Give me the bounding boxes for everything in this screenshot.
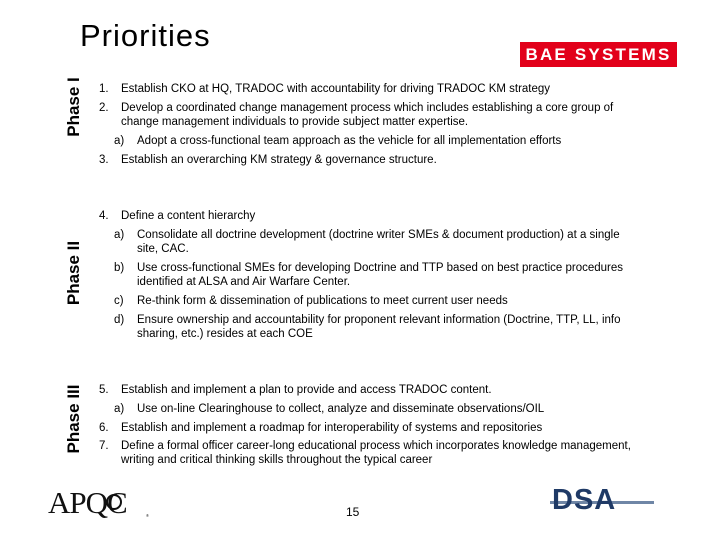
item-letter: a) [114,229,125,241]
item-text-line: Develop a coordinated change management process which includes establishing a core group of [121,102,614,114]
item-number: 5. [99,384,109,396]
item-text-line: writing and critical thinking skills throughout the typical career [121,454,433,466]
item-text-line: Define a formal officer career-long educational process which incorporates knowledge management, [121,440,631,452]
apqc-logo [48,484,158,525]
phase-1-label: Phase I [64,77,83,137]
item-text: Adopt a cross-functional team approach as the vehicle for all implementation efforts [137,135,562,147]
apqc-logo-graphic [48,484,158,520]
item-text: Re-think form & dissemination of publications to meet current user needs [137,295,508,307]
item-text [137,228,620,256]
item-letter: c) [114,295,124,307]
item-text: Establish and implement a plan to provide and access TRADOC content. [121,384,492,396]
dsa-logo [550,485,654,518]
item-text-line: sharing, etc.) resides at each COE [137,328,313,340]
item-letter: a) [114,135,125,147]
phase-2-label: Phase II [64,240,83,306]
item-text-line: Use cross-functional SMEs for developing Doctrine and TTP based on best practice procedures [137,262,624,274]
item-text-line: site, CAC. [137,243,189,255]
dsa-logo-graphic [550,485,654,513]
item-text: Establish and implement a roadmap for interoperability of systems and repositories [121,422,543,434]
item-number: 1. [99,83,109,95]
dsa-logo-text: DSA [552,485,617,513]
bae-systems-logo: BAE SYSTEMS [520,42,677,67]
item-text-line: identified at ALSA and Air Warfare Center. [137,276,351,288]
item-text [137,261,623,289]
item-number: 4. [99,210,109,222]
item-text [121,439,631,467]
item-text [121,101,613,129]
item-text: Establish CKO at HQ, TRADOC with accountability for driving TRADOC KM strategy [121,83,551,95]
svg-text:®: ® [146,513,149,518]
item-text: Establish an overarching KM strategy & governance structure. [121,154,437,166]
item-number: 3. [99,154,109,166]
item-number: 7. [99,440,109,452]
item-text: Define a content hierarchy [121,210,256,222]
item-number: 6. [99,422,109,434]
item-text-line: change management individuals to provide subject matter expertise. [121,116,469,128]
item-text-line: Ensure ownership and accountability for proponent relevant information (Doctrine, TTP, LL, info [137,314,621,326]
item-text [137,313,620,341]
item-text: Use on-line Clearinghouse to collect, analyze and disseminate observations/OIL [137,403,545,415]
item-letter: d) [114,314,125,326]
item-letter: a) [114,403,125,415]
apqc-logo-text: APQC [48,485,127,520]
item-text-line: Consolidate all doctrine development (doctrine writer SMEs & document production) at a single [137,229,620,241]
item-number: 2. [99,102,109,114]
page-title: Priorities [80,18,211,53]
page-number: 15 [346,505,360,519]
item-letter: b) [114,262,125,274]
phase-3-label: Phase III [64,384,83,454]
